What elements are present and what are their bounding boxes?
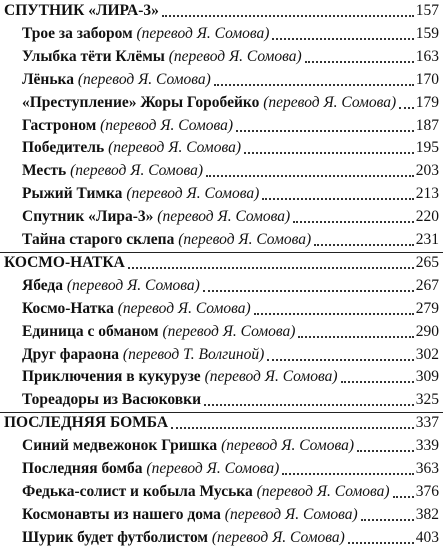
toc-entry-row [0, 366, 443, 388]
translator-note: (перевод Я. Сомова) [136, 24, 270, 42]
page-number: 290 [415, 322, 439, 340]
story-title: Улыбка тёти Клёмы [22, 47, 165, 65]
dot-leader [203, 290, 414, 292]
entry-title [22, 46, 302, 68]
toc-entry-row [0, 435, 443, 457]
entry-title [22, 527, 345, 549]
story-title: Космо-Натка [22, 299, 114, 317]
translator-note: (перевод Я. Сомова) [70, 162, 203, 180]
dot-leader [305, 61, 414, 63]
entry-title [22, 92, 396, 114]
story-title: Тайна старого склепа [22, 231, 175, 248]
page-number: 179 [415, 93, 439, 111]
dot-leader [272, 38, 413, 40]
dot-leader [262, 198, 414, 200]
dot-leader [204, 404, 414, 406]
page-number: 163 [415, 47, 439, 65]
toc-section-row [0, 412, 443, 434]
toc-section-row [0, 0, 443, 22]
toc-entry-row [0, 344, 443, 366]
translator-note: (перевод Я. Сомова) [221, 437, 354, 455]
dot-leader [162, 15, 414, 17]
entry-title [22, 366, 338, 388]
dot-leader [254, 313, 414, 315]
story-title: Синий медвежонок Гришка [22, 437, 218, 455]
translator-note: (перевод Я. Сомова) [157, 208, 291, 226]
dot-leader [348, 542, 414, 544]
translator-note: (перевод Я. Сомова) [66, 276, 200, 294]
page-number: 231 [415, 231, 439, 248]
dot-leader [393, 496, 414, 498]
toc-entry-row [0, 115, 443, 137]
page-number: 213 [415, 185, 439, 203]
entry-title [22, 481, 390, 503]
section-title: СПУТНИК «ЛИРА-3» [4, 2, 159, 19]
story-title: Единица с обманом [22, 322, 159, 340]
toc-entry-row [0, 69, 443, 91]
translator-note: (перевод Т. Волгиной) [122, 345, 265, 363]
dot-leader [361, 519, 414, 521]
page-number: 376 [415, 482, 439, 500]
page-number: 382 [415, 505, 439, 523]
translator-note: (перевод Я. Сомова) [204, 368, 338, 386]
page-number: 187 [415, 116, 439, 134]
dot-leader [267, 359, 414, 361]
story-title: Шурик будет футболистом [22, 528, 208, 546]
entry-title [22, 275, 200, 297]
page-number: 220 [415, 208, 439, 226]
page-number: 337 [415, 414, 439, 432]
toc-entry-row [0, 229, 443, 251]
translator-note: (перевод Я. Сомова) [178, 231, 312, 248]
toc-entry-row [0, 321, 443, 343]
dot-leader [206, 175, 414, 177]
toc-entry-row [0, 137, 443, 159]
entry-title [22, 160, 203, 182]
entry-title [22, 23, 269, 45]
dot-leader [282, 473, 413, 475]
dot-leader [314, 244, 414, 246]
translator-note: (перевод Я. Сомова) [108, 139, 241, 157]
translator-note: (перевод Я. Сомова) [211, 528, 345, 546]
dot-leader [293, 221, 414, 223]
page-number: 265 [415, 253, 439, 271]
entry-title [22, 69, 211, 91]
entry-title [22, 115, 233, 137]
toc-section-row [0, 252, 443, 274]
page-number: 279 [415, 299, 439, 317]
toc-entry-row [0, 504, 443, 526]
translator-note: (перевод Я. Сомова) [224, 505, 358, 523]
toc-entry-row [0, 92, 443, 114]
story-title: Спутник «Лира-3» [22, 208, 154, 226]
page-number: 170 [415, 70, 439, 88]
story-title: Месть [22, 162, 67, 180]
dot-leader [357, 450, 414, 452]
story-title: «Преступление» Жоры Горобейко [22, 93, 260, 111]
dot-leader [298, 336, 413, 338]
story-title: Победитель [22, 139, 105, 157]
page-number: 309 [415, 368, 439, 386]
toc-entry-row [0, 298, 443, 320]
story-title: Лёнька [22, 70, 75, 88]
translator-note: (перевод Я. Сомова) [256, 482, 390, 500]
translator-note: (перевод Я. Сомова) [100, 116, 234, 134]
entry-title [22, 458, 279, 480]
dot-leader [214, 84, 414, 86]
toc-entry-row [0, 183, 443, 205]
entry-title [22, 137, 241, 159]
story-title: Друг фараона [22, 345, 120, 363]
translator-note: (перевод Я. Сомова) [77, 70, 211, 88]
entry-title [22, 206, 290, 228]
translator-note: (перевод Я. Сомова) [263, 93, 397, 111]
dot-leader [171, 427, 414, 429]
translator-note: (перевод Я. Сомова) [162, 322, 296, 340]
toc-entry-row [0, 160, 443, 182]
story-title: Тореадоры из Васюковки [22, 391, 201, 409]
story-title: Последняя бомба [22, 460, 143, 477]
page-number: 302 [415, 345, 439, 363]
toc-entry-row [0, 206, 443, 228]
toc-entry-row [0, 389, 443, 411]
story-title: Космонавты из нашего дома [22, 505, 221, 523]
dot-leader [399, 107, 414, 109]
story-title: Ябеда [22, 276, 64, 294]
page-number: 195 [415, 139, 439, 157]
translator-note: (перевод Я. Сомова) [168, 47, 302, 65]
page-number: 267 [415, 276, 439, 294]
toc-entry-row [0, 275, 443, 297]
page-number: 363 [415, 460, 439, 477]
dot-leader [128, 267, 414, 269]
story-title: Приключения в кукурузе [22, 368, 201, 386]
story-title: Трое за забором [22, 24, 133, 42]
dot-leader [244, 152, 414, 154]
dot-leader [341, 381, 414, 383]
toc-entry-row [0, 527, 443, 549]
section-title: КОСМО-НАТКА [4, 253, 125, 271]
story-title: Рыжий Тимка [22, 185, 123, 203]
toc-entry-row [0, 23, 443, 45]
toc-entry-row [0, 458, 443, 480]
toc-entry-row [0, 46, 443, 68]
page-number: 325 [415, 391, 439, 409]
entry-title [22, 389, 201, 411]
entry-title [22, 298, 251, 320]
story-title: Федька-солист и кобыла Муська [22, 482, 253, 500]
entry-title [22, 504, 358, 526]
page-number: 203 [415, 162, 439, 180]
translator-note: (перевод Я. Сомова) [146, 460, 280, 477]
section-title: ПОСЛЕДНЯЯ БОМБА [4, 414, 169, 432]
page-number: 339 [415, 437, 439, 455]
page-number: 403 [415, 528, 439, 546]
entry-title [22, 321, 295, 343]
translator-note: (перевод Я. Сомова) [126, 185, 260, 203]
entry-title [22, 344, 264, 366]
entry-title [22, 435, 354, 457]
translator-note: (перевод Я. Сомова) [117, 299, 251, 317]
entry-title [22, 183, 259, 205]
page-number: 159 [415, 24, 439, 42]
entry-title [22, 229, 311, 251]
page-number: 157 [415, 2, 439, 19]
dot-leader [236, 130, 414, 132]
story-title: Гастроном [22, 116, 97, 134]
toc-entry-row [0, 481, 443, 503]
